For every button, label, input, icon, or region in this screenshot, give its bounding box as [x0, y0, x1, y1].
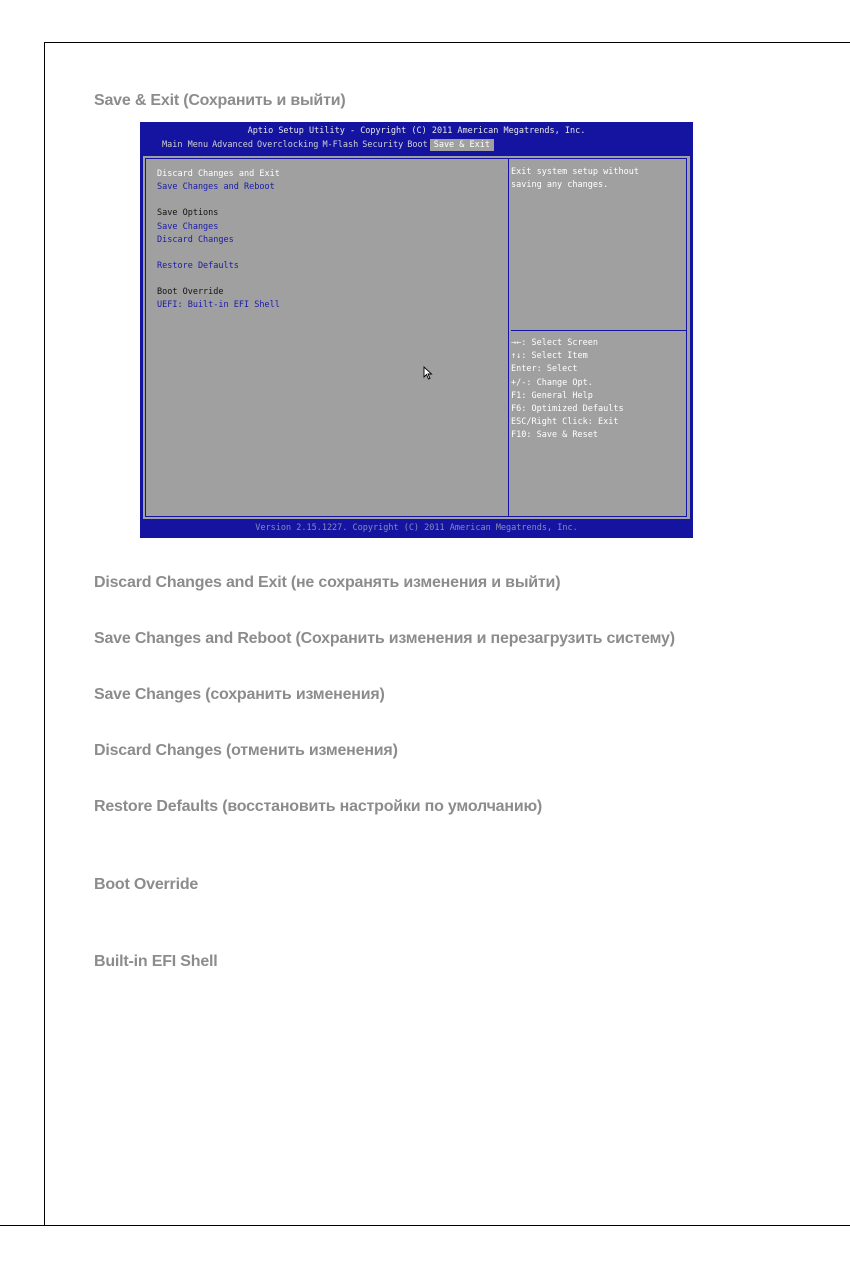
key-legend: [511, 337, 624, 443]
heading-save-changes: Save Changes (сохранить изменения): [94, 686, 385, 703]
help-line: Exit system setup without: [511, 167, 639, 177]
menu-item-save-reboot[interactable]: Save Changes and Reboot: [157, 182, 275, 192]
page-frame-left: [44, 42, 45, 1226]
menu-item-save-changes[interactable]: Save Changes: [157, 222, 219, 232]
page-frame-bottom: [0, 1225, 850, 1226]
help-divider: [511, 330, 687, 331]
key-select-screen: →←: Select Screen: [511, 338, 598, 348]
bios-title: Aptio Setup Utility - Copyright (C) 2011 American Megatrends, Inc.: [247, 126, 586, 136]
heading-discard-changes: Discard Changes (отменить изменения): [94, 742, 398, 759]
bios-main-area: [143, 156, 690, 519]
heading-efi-shell: Built-in EFI Shell: [94, 953, 218, 970]
key-enter: Enter: Select: [511, 364, 578, 375]
menu-item-uefi-shell[interactable]: UEFI: Built-in EFI Shell: [157, 300, 280, 310]
heading-restore-defaults: Restore Defaults (восстановить настройки по умолчанию): [94, 798, 543, 815]
heading-save-reboot: Save Changes and Reboot (Сохранить изменения и перезагрузить систему): [94, 630, 675, 647]
key-select-item: ↑↓: Select Item: [511, 351, 588, 362]
bios-screenshot: [140, 122, 693, 538]
mouse-cursor-icon: [423, 366, 433, 380]
menu-item-discard-changes[interactable]: Discard Changes: [157, 235, 234, 245]
help-line: saving any changes.: [511, 180, 609, 191]
key-exit: ESC/Right Click: Exit: [511, 417, 619, 428]
tab-security[interactable]: Security: [362, 140, 404, 150]
section-title: Save & Exit (Сохранить и выйти): [94, 92, 346, 109]
key-change-opt: +/-: Change Opt.: [511, 377, 593, 388]
tab-main-menu[interactable]: Main Menu: [162, 140, 209, 150]
bios-menu-pane: [145, 158, 509, 517]
bios-tab-bar: [160, 139, 494, 151]
bios-footer: Version 2.15.1227. Copyright (C) 2011 American Megatrends, Inc.: [255, 523, 578, 533]
menu-label-save-options: Save Options: [157, 208, 219, 218]
menu-label-boot-override: Boot Override: [157, 287, 224, 297]
page-frame-top: [44, 42, 850, 43]
menu-item-discard-exit[interactable]: Discard Changes and Exit: [157, 169, 280, 179]
tab-overclocking[interactable]: Overclocking: [257, 140, 319, 150]
bios-help-pane: [509, 158, 687, 517]
tab-save-exit[interactable]: Save & Exit: [430, 139, 494, 151]
heading-boot-override: Boot Override: [94, 876, 199, 893]
tab-advanced[interactable]: Advanced: [212, 140, 254, 150]
key-save-reset: F10: Save & Reset: [511, 430, 598, 441]
key-general-help: F1: General Help: [511, 390, 593, 401]
key-optimized-defaults: F6: Optimized Defaults: [511, 404, 624, 415]
tab-boot[interactable]: Boot: [407, 140, 428, 150]
help-text: [511, 166, 639, 192]
tab-m-flash[interactable]: M-Flash: [322, 140, 359, 150]
heading-discard-exit: Discard Changes and Exit (не сохранять изменения и выйти): [94, 574, 561, 591]
menu-item-restore-defaults[interactable]: Restore Defaults: [157, 261, 239, 271]
